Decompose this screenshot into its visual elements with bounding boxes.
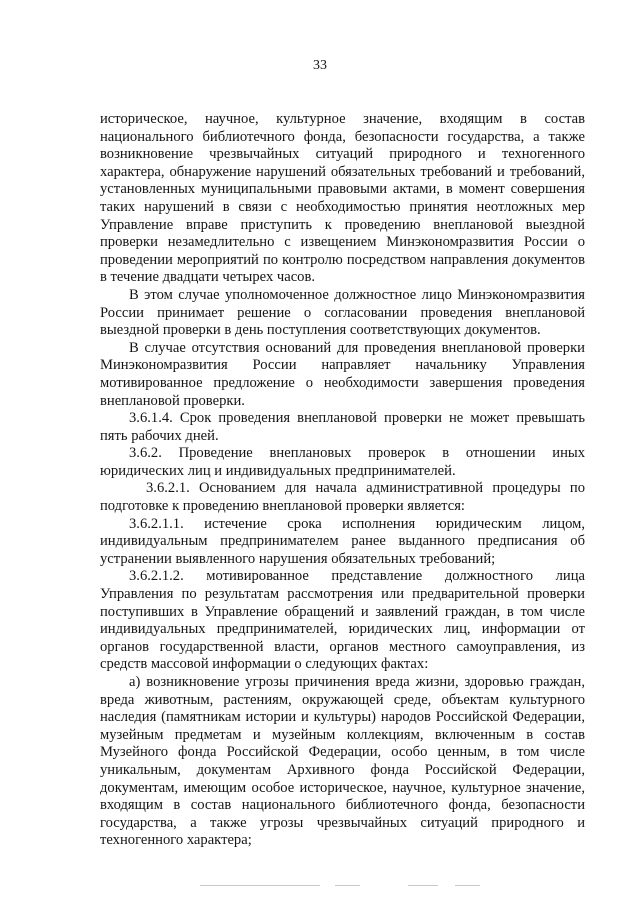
paragraph: историческое, научное, культурное значение, входящим в состав национального библиотечного фонда, безопасности государства, а также возникновение чрезвычайных ситуаций природного и техногенного характера, обнаружение нарушений обязательных требований и требований, установленных муниципальными правовыми актами, в момент совершения таких нарушений в связи с необходимостью принятия неотложных мер Управление вправе приступить к проведению внеплановой выездной проверки незамедлительно с извещением Минэкономразвития России о проведении мероприятий по контролю посредством направления документов в течение двадцати четырех часов. — [100, 111, 585, 286]
paragraph: 3.6.2. Проведение внеплановых проверок в отношении иных юридических лиц и индивидуальных предпринимателей. — [100, 445, 585, 479]
paragraph: а) возникновение угрозы причинения вреда жизни, здоровью граждан, вреда животным, растениям, окружающей среде, объектам культурного наследия (памятникам истории и культуры) народов Российской Федерации, музейным предметам и музейным коллекциям, включенным в состав Музейного фонда Российской Федерации, особо ценным, в том числе уникальным, документам Архивного фонда Российской Федерации, документам, имеющим особое историческое, научное, культурное значение, входящим в состав национального библиотечного фонда, безопасности государства, а также угрозы чрезвычайных ситуаций природного и техногенного характера; — [100, 674, 585, 849]
paragraph: 3.6.2.1.2. мотивированное представление должностного лица Управления по результатам рассмотрения или предварительной проверки поступивших в Управление обращений и заявлений граждан, в том числе индивидуальных предпринимателей, юридических лиц, информации от органов государственной власти, органов местного самоуправления, из средств массовой информации о следующих фактах: — [100, 568, 585, 673]
paragraph: 3.6.2.1.1. истечение срока исполнения юридическим лицом, индивидуальным предпринимателем ранее выданного предписания об устранении выявленного нарушения обязательных требований; — [100, 515, 585, 567]
scan-mark — [408, 885, 438, 886]
paragraph: В случае отсутствия оснований для проведения внеплановой проверки Минэкономразвития России направляет начальнику Управления мотивированное предложение о необходимости завершения проведения внеплановой проверки. — [100, 339, 585, 409]
scan-mark — [335, 885, 360, 886]
scan-artifact-line — [0, 885, 640, 887]
paragraph: 3.6.2.1. Основанием для начала административной процедуры по подготовке к проведению внеплановой проверки является: — [100, 480, 585, 515]
scan-mark — [200, 885, 320, 886]
document-body — [100, 111, 585, 850]
page-number: 33 — [313, 58, 327, 73]
paragraph: 3.6.1.4. Срок проведения внеплановой проверки не может превышать пять рабочих дней. — [100, 410, 585, 444]
scan-mark — [455, 885, 480, 886]
paragraph: В этом случае уполномоченное должностное лицо Минэкономразвития России принимает решение о согласовании проведения внеплановой выездной проверки в день поступления соответствующих документов. — [100, 286, 585, 339]
